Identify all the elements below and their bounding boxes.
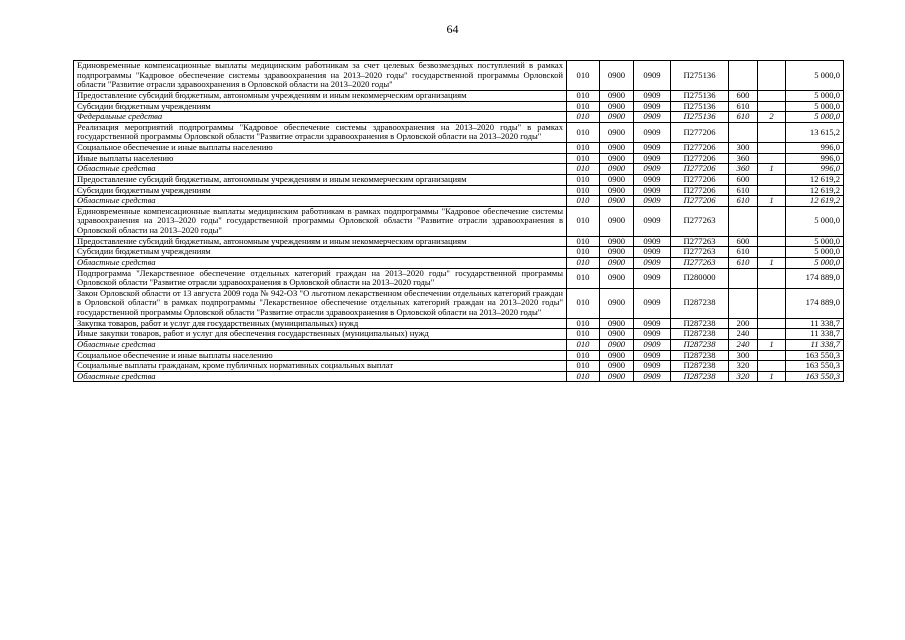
row-expense-type: 360	[729, 164, 758, 175]
row-funding-source: 1	[758, 371, 786, 382]
row-chapter-code: 0900	[600, 371, 634, 382]
row-target-code: П277263	[671, 236, 729, 247]
row-target-code: П277206	[671, 153, 729, 164]
row-target-code: П287238	[671, 350, 729, 361]
table-row	[74, 90, 844, 101]
row-subsection-code: 0909	[634, 371, 671, 382]
row-amount: 5 000,0	[786, 112, 844, 123]
row-subsection-code: 0909	[634, 143, 671, 154]
row-amount: 996,0	[786, 164, 844, 175]
page-number: 64	[446, 22, 459, 36]
row-funding-source: 1	[758, 257, 786, 268]
row-target-code: П277206	[671, 143, 729, 154]
row-description: Субсидии бюджетным учреждениям	[74, 101, 567, 112]
row-description: Субсидии бюджетным учреждениям	[74, 247, 567, 258]
row-chapter-code: 0900	[600, 185, 634, 196]
row-description: Субсидии бюджетным учреждениям	[74, 185, 567, 196]
row-description: Единовременные компенсационные выплаты медицинским работникам за счет целевых безвозмездных поступлений в рамках подпрограммы "Кадровое обеспечение системы здравоохранения на 2013–2020 годы" государственной программы Орловской области "Развитие отрасли здравоохранения в Орловской области на 2013–2020 годы"	[74, 61, 567, 91]
row-expense-type: 300	[729, 350, 758, 361]
row-description: Социальное обеспечение и иные выплаты населению	[74, 350, 567, 361]
table-row	[74, 329, 844, 340]
row-description: Социальные выплаты гражданам, кроме публичных нормативных социальных выплат	[74, 361, 567, 372]
row-target-code: П287238	[671, 371, 729, 382]
row-funding-source	[758, 153, 786, 164]
table-row	[74, 236, 844, 247]
row-section-code: 010	[567, 101, 600, 112]
row-description: Областные средства	[74, 371, 567, 382]
row-description: Подпрограмма "Лекарственное обеспечение отдельных категорий граждан на 2013–2020 годы" государственной программы Орловской области "Развитие отрасли здравоохранения в Орловской области на 2013–2020 годы"	[74, 268, 567, 288]
row-subsection-code: 0909	[634, 185, 671, 196]
row-target-code: П277263	[671, 206, 729, 236]
row-subsection-code: 0909	[634, 112, 671, 123]
row-section-code: 010	[567, 143, 600, 154]
table-row	[74, 268, 844, 288]
row-subsection-code: 0909	[634, 318, 671, 329]
row-section-code: 010	[567, 174, 600, 185]
row-section-code: 010	[567, 329, 600, 340]
row-chapter-code: 0900	[600, 153, 634, 164]
row-section-code: 010	[567, 90, 600, 101]
row-expense-type: 320	[729, 371, 758, 382]
row-description: Единовременные компенсационные выплаты медицинским работникам в рамках подпрограммы "Кадровое обеспечение системы здравоохранения на 2013–2020 годы" государственной программы Орловской области "Развитие отрасли здравоохранения в Орловской области на 2013–2020 годы"	[74, 206, 567, 236]
row-subsection-code: 0909	[634, 268, 671, 288]
row-expense-type: 240	[729, 329, 758, 340]
row-amount: 996,0	[786, 143, 844, 154]
row-target-code: П287238	[671, 329, 729, 340]
row-section-code: 010	[567, 361, 600, 372]
row-chapter-code: 0900	[600, 268, 634, 288]
row-expense-type: 600	[729, 236, 758, 247]
row-funding-source: 1	[758, 196, 786, 207]
row-expense-type: 240	[729, 339, 758, 350]
row-chapter-code: 0900	[600, 318, 634, 329]
row-expense-type: 610	[729, 196, 758, 207]
row-chapter-code: 0900	[600, 339, 634, 350]
row-subsection-code: 0909	[634, 350, 671, 361]
row-target-code: П287238	[671, 361, 729, 372]
row-chapter-code: 0900	[600, 174, 634, 185]
row-funding-source: 1	[758, 339, 786, 350]
row-funding-source	[758, 236, 786, 247]
row-subsection-code: 0909	[634, 288, 671, 318]
row-description: Областные средства	[74, 339, 567, 350]
row-chapter-code: 0900	[600, 122, 634, 142]
row-funding-source	[758, 288, 786, 318]
row-amount: 13 615,2	[786, 122, 844, 142]
row-subsection-code: 0909	[634, 164, 671, 175]
row-subsection-code: 0909	[634, 122, 671, 142]
table-row	[74, 153, 844, 164]
row-section-code: 010	[567, 257, 600, 268]
row-target-code: П275136	[671, 112, 729, 123]
table-row	[74, 361, 844, 372]
row-expense-type: 360	[729, 153, 758, 164]
row-expense-type	[729, 61, 758, 91]
row-section-code: 010	[567, 236, 600, 247]
row-section-code: 010	[567, 371, 600, 382]
row-section-code: 010	[567, 196, 600, 207]
row-expense-type: 600	[729, 174, 758, 185]
row-subsection-code: 0909	[634, 61, 671, 91]
row-chapter-code: 0900	[600, 257, 634, 268]
row-funding-source: 2	[758, 112, 786, 123]
row-amount: 163 550,3	[786, 361, 844, 372]
row-chapter-code: 0900	[600, 206, 634, 236]
row-section-code: 010	[567, 247, 600, 258]
row-funding-source	[758, 268, 786, 288]
row-expense-type	[729, 268, 758, 288]
row-description: Предоставление субсидий бюджетным, автономным учреждениям и иным некоммерческим организациям	[74, 174, 567, 185]
row-section-code: 010	[567, 206, 600, 236]
row-amount: 5 000,0	[786, 257, 844, 268]
row-expense-type	[729, 206, 758, 236]
row-target-code: П287238	[671, 288, 729, 318]
table-row	[74, 101, 844, 112]
row-amount: 5 000,0	[786, 236, 844, 247]
row-subsection-code: 0909	[634, 90, 671, 101]
row-description: Областные средства	[74, 257, 567, 268]
row-expense-type: 200	[729, 318, 758, 329]
row-subsection-code: 0909	[634, 236, 671, 247]
row-amount: 5 000,0	[786, 247, 844, 258]
row-target-code: П275136	[671, 61, 729, 91]
row-amount: 12 619,2	[786, 174, 844, 185]
row-target-code: П277206	[671, 164, 729, 175]
row-chapter-code: 0900	[600, 164, 634, 175]
row-amount: 11 338,7	[786, 318, 844, 329]
row-target-code: П275136	[671, 101, 729, 112]
row-subsection-code: 0909	[634, 329, 671, 340]
budget-table	[73, 60, 844, 382]
row-expense-type	[729, 122, 758, 142]
row-subsection-code: 0909	[634, 339, 671, 350]
row-description: Предоставление субсидий бюджетным, автономным учреждениям и иным некоммерческим организациям	[74, 236, 567, 247]
row-chapter-code: 0900	[600, 61, 634, 91]
table-body	[74, 61, 844, 382]
row-amount: 11 338,7	[786, 339, 844, 350]
row-section-code: 010	[567, 268, 600, 288]
row-subsection-code: 0909	[634, 196, 671, 207]
row-description: Иные закупки товаров, работ и услуг для обеспечения государственных (муниципальных) нужд	[74, 329, 567, 340]
row-chapter-code: 0900	[600, 247, 634, 258]
row-section-code: 010	[567, 185, 600, 196]
row-section-code: 010	[567, 350, 600, 361]
row-amount: 5 000,0	[786, 101, 844, 112]
row-description: Реализация мероприятий подпрограммы "Кадровое обеспечение системы здравоохранения на 2013–2020 годы" в рамках государственной программы Орловской области "Развитие отрасли здравоохранения в Орловской области на 2013–2020 годы"	[74, 122, 567, 142]
row-funding-source	[758, 206, 786, 236]
row-expense-type: 600	[729, 90, 758, 101]
table-row	[74, 247, 844, 258]
row-funding-source	[758, 185, 786, 196]
row-funding-source	[758, 61, 786, 91]
row-chapter-code: 0900	[600, 236, 634, 247]
row-chapter-code: 0900	[600, 288, 634, 318]
row-description: Предоставление субсидий бюджетным, автономным учреждениям и иным некоммерческим организациям	[74, 90, 567, 101]
row-subsection-code: 0909	[634, 174, 671, 185]
row-section-code: 010	[567, 164, 600, 175]
table-row	[74, 288, 844, 318]
table-row	[74, 350, 844, 361]
row-section-code: 010	[567, 112, 600, 123]
row-expense-type: 320	[729, 361, 758, 372]
row-chapter-code: 0900	[600, 143, 634, 154]
row-funding-source	[758, 174, 786, 185]
row-funding-source	[758, 329, 786, 340]
row-amount: 5 000,0	[786, 61, 844, 91]
row-section-code: 010	[567, 318, 600, 329]
row-amount: 11 338,7	[786, 329, 844, 340]
row-chapter-code: 0900	[600, 101, 634, 112]
row-funding-source	[758, 318, 786, 329]
row-subsection-code: 0909	[634, 101, 671, 112]
row-subsection-code: 0909	[634, 206, 671, 236]
row-description: Областные средства	[74, 164, 567, 175]
row-expense-type: 610	[729, 101, 758, 112]
row-expense-type: 610	[729, 185, 758, 196]
row-funding-source: 1	[758, 164, 786, 175]
row-expense-type: 610	[729, 247, 758, 258]
row-target-code: П277206	[671, 174, 729, 185]
row-target-code: П275136	[671, 90, 729, 101]
table-row	[74, 206, 844, 236]
table-row	[74, 371, 844, 382]
row-target-code: П277206	[671, 196, 729, 207]
row-target-code: П287238	[671, 318, 729, 329]
row-chapter-code: 0900	[600, 329, 634, 340]
row-funding-source	[758, 350, 786, 361]
row-amount: 174 889,0	[786, 288, 844, 318]
row-funding-source	[758, 90, 786, 101]
row-section-code: 010	[567, 288, 600, 318]
row-subsection-code: 0909	[634, 257, 671, 268]
row-chapter-code: 0900	[600, 196, 634, 207]
row-subsection-code: 0909	[634, 153, 671, 164]
row-amount: 163 550,3	[786, 350, 844, 361]
row-description: Социальное обеспечение и иные выплаты населению	[74, 143, 567, 154]
row-expense-type: 610	[729, 112, 758, 123]
row-chapter-code: 0900	[600, 90, 634, 101]
row-amount: 5 000,0	[786, 90, 844, 101]
row-target-code: П277263	[671, 247, 729, 258]
row-amount: 12 619,2	[786, 196, 844, 207]
table-row	[74, 164, 844, 175]
row-description: Закупка товаров, работ и услуг для государственных (муниципальных) нужд	[74, 318, 567, 329]
row-expense-type: 300	[729, 143, 758, 154]
row-amount: 12 619,2	[786, 185, 844, 196]
table-row	[74, 112, 844, 123]
row-description: Иные выплаты населению	[74, 153, 567, 164]
row-target-code: П277206	[671, 185, 729, 196]
table-row	[74, 122, 844, 142]
row-target-code: П277206	[671, 122, 729, 142]
table-row	[74, 61, 844, 91]
row-chapter-code: 0900	[600, 112, 634, 123]
table-row	[74, 196, 844, 207]
row-subsection-code: 0909	[634, 361, 671, 372]
table-row	[74, 339, 844, 350]
row-section-code: 010	[567, 153, 600, 164]
row-target-code: П287238	[671, 339, 729, 350]
table-row	[74, 143, 844, 154]
row-funding-source	[758, 361, 786, 372]
table-row	[74, 257, 844, 268]
row-target-code: П277263	[671, 257, 729, 268]
table-row	[74, 185, 844, 196]
row-chapter-code: 0900	[600, 350, 634, 361]
row-chapter-code: 0900	[600, 361, 634, 372]
row-funding-source	[758, 143, 786, 154]
row-target-code: П280000	[671, 268, 729, 288]
row-subsection-code: 0909	[634, 247, 671, 258]
table-row	[74, 318, 844, 329]
row-section-code: 010	[567, 122, 600, 142]
row-description: Областные средства	[74, 196, 567, 207]
row-expense-type	[729, 288, 758, 318]
row-funding-source	[758, 247, 786, 258]
row-amount: 163 550,3	[786, 371, 844, 382]
row-funding-source	[758, 101, 786, 112]
row-funding-source	[758, 122, 786, 142]
row-amount: 996,0	[786, 153, 844, 164]
row-section-code: 010	[567, 339, 600, 350]
row-amount: 174 889,0	[786, 268, 844, 288]
row-description: Федеральные средства	[74, 112, 567, 123]
table-row	[74, 174, 844, 185]
row-amount: 5 000,0	[786, 206, 844, 236]
row-description: Закон Орловской области от 13 августа 2009 года № 942-ОЗ "О льготном лекарственном обеспечении отдельных категорий граждан в Орловской области" в рамках подпрограммы "Лекарственное обеспечение отдельных категорий граждан на 2013–2020 годы" государственной программы Орловской области "Развитие отрасли здравоохранения в Орловской области на 2013–2020 годы"	[74, 288, 567, 318]
row-section-code: 010	[567, 61, 600, 91]
row-expense-type: 610	[729, 257, 758, 268]
